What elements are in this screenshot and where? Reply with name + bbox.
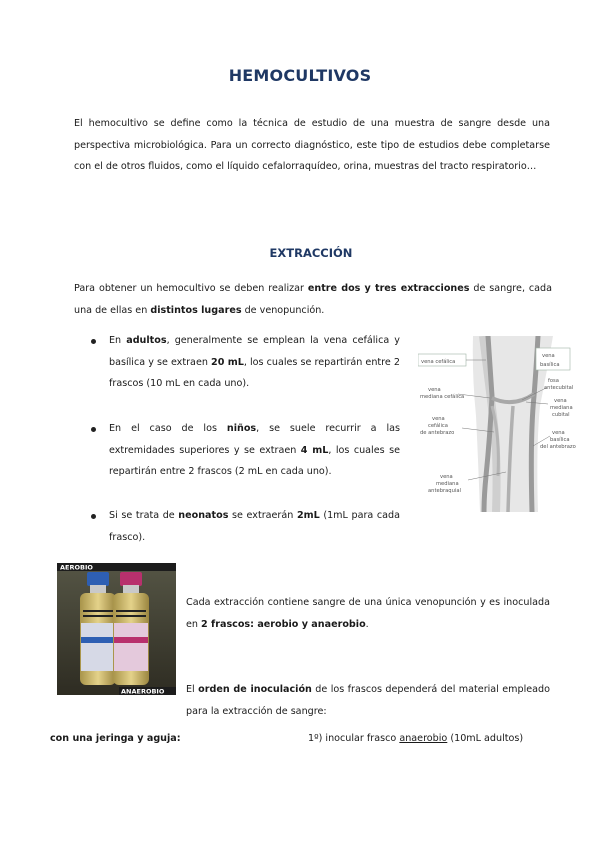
label-fosa: fosa (548, 378, 559, 384)
label-mediana-antebraquial-2: mediana (436, 481, 459, 487)
label-mediana-cefalica-2: mediana cefálica (420, 394, 465, 400)
culture-bottles-photo (57, 563, 176, 695)
bullet-dot (91, 339, 96, 344)
label-basilica-antebrazo-2: basílica (550, 437, 570, 443)
label-vena-basilica: vena (542, 353, 555, 359)
label-cefalica-antebrazo-2: cefálica (428, 423, 448, 429)
syringe-method-label: con una jeringa y aguja: (50, 733, 181, 744)
arm-veins-illustration (418, 336, 590, 512)
intro-paragraph: El hemocultivo se define como la técnica de estudio de una muestra de sangre desde una perspectiva microbiológica. Para un correcto diagnóstico, este tipo de estudios debe completarse con el de otros fluidos, como el líquido cefalorraquídeo, orina, muestras del tracto respiratorio… (74, 118, 550, 172)
label-basilica-antebrazo-3: del antebrazo (540, 444, 576, 450)
label-mediana-cubital-3: cubital (552, 412, 570, 418)
anaerobio-label: ANAEROBIO (121, 687, 165, 695)
extraction-intro-paragraph: Para obtener un hemocultivo se deben realizar entre dos y tres extracciones de sangre, cada una de ellas en distintos lugares de venopunción. (74, 283, 552, 316)
page-title: HEMOCULTIVOS (228, 66, 372, 85)
label-basilica-antebrazo: vena (552, 430, 565, 436)
label-cefalica-antebrazo-3: de antebrazo (420, 430, 455, 436)
bullet-dot (91, 427, 96, 432)
label-mediana-antebraquial-3: antebraquial (428, 488, 461, 494)
label-mediana-cefalica: vena (428, 387, 441, 393)
inoculation-paragraph: Cada extracción contiene sangre de una única venopunción y es inoculada en 2 frascos: aerobio y anaerobio. (186, 597, 550, 630)
label-mediana-cubital: vena (554, 398, 567, 404)
label-cefalica-antebrazo: vena (432, 416, 445, 422)
section-title-extraccion: EXTRACCIÓN (269, 246, 353, 260)
label-vena-cefalica: vena cefálica (421, 359, 456, 365)
label-mediana-antebraquial: vena (440, 474, 453, 480)
bullet-children: En el caso de los niños, se suele recurrir a las extremidades superiores y se extraen 4 mL, los cuales se repartirán entre 2 frascos (2 mL en cada uno). (109, 423, 400, 477)
label-vena-basilica-2: basílica (540, 362, 560, 368)
bullet-adults: En adultos, generalmente se emplean la vena cefálica y basílica y se extraen 20 mL, los cuales se repartirán entre 2 frascos (10 mL en cada uno). (109, 335, 401, 389)
syringe-step-1: 1º) inocular frasco anaerobio (10mL adultos) (308, 733, 524, 744)
bullet-neonates: Si se trata de neonatos se extraerán 2mL (1mL para cada frasco). (109, 510, 400, 543)
label-fosa-2: antecubital (544, 385, 574, 391)
inoculation-order-paragraph: El orden de inoculación de los frascos dependerá del material empleado para la extracción de sangre: (186, 684, 551, 717)
aerobio-label: AEROBIO (60, 563, 93, 572)
bullet-dot (91, 514, 96, 519)
label-mediana-cubital-2: mediana (550, 405, 573, 411)
